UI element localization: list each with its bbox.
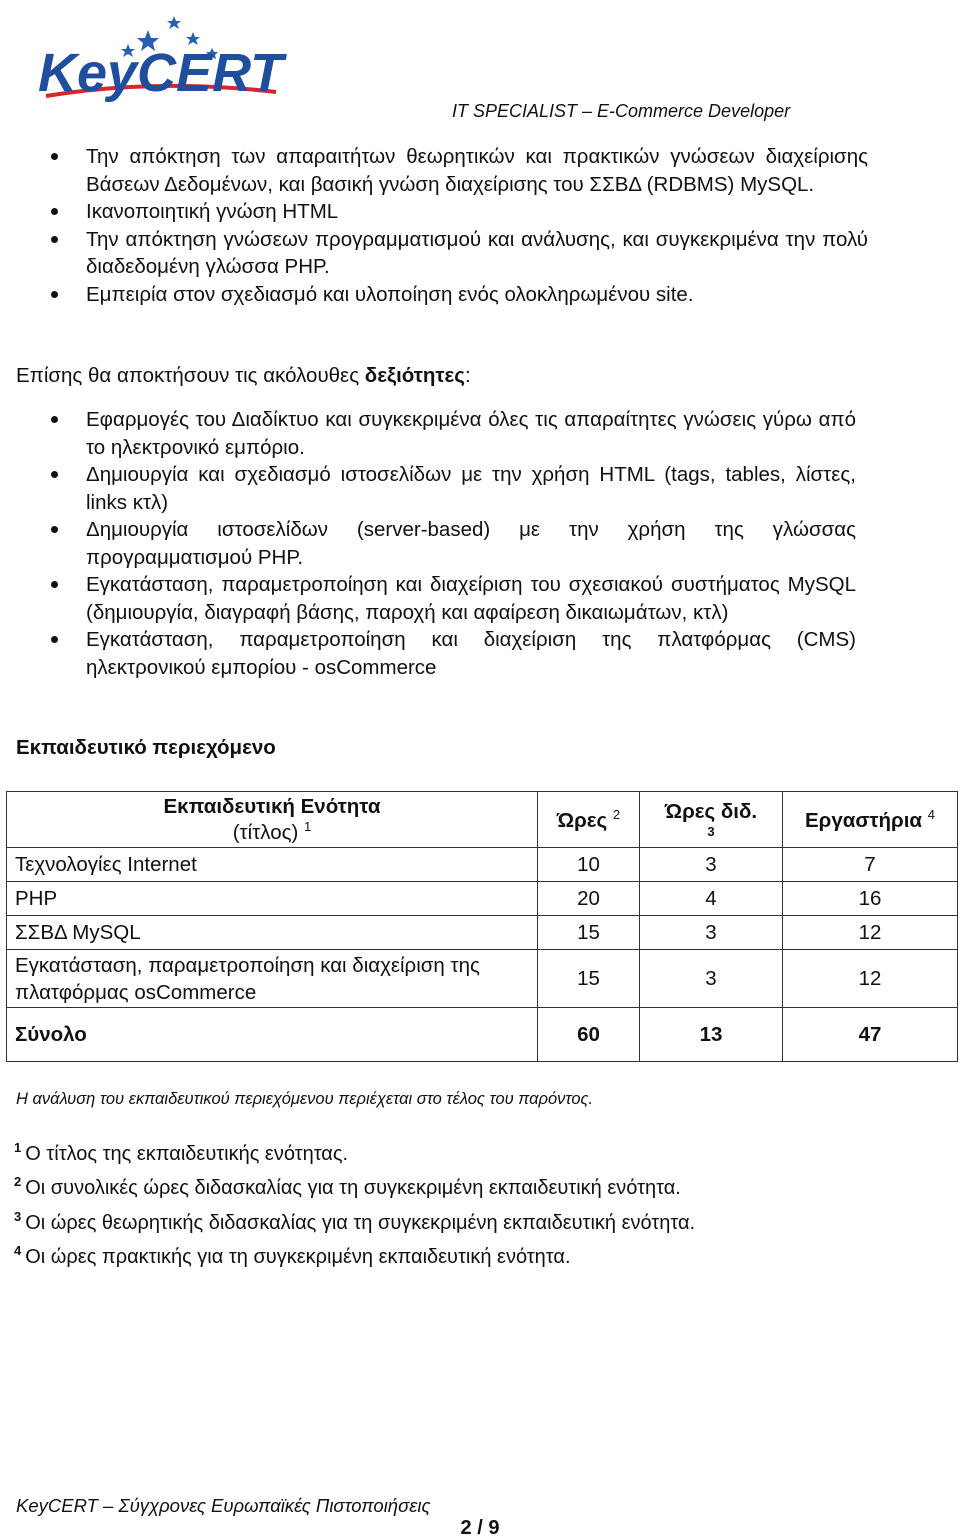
cell-teaching: 4	[640, 882, 783, 916]
cell-lab: 7	[783, 848, 958, 882]
footnotes	[14, 1134, 695, 1271]
footnote-number: 4	[14, 1242, 22, 1258]
footnote-text: Οι ώρες πρακτικής για τη συγκεκριμένη εκπαιδευτική ενότητα.	[25, 1245, 571, 1268]
footnote-number: 3	[14, 1208, 22, 1224]
table-row	[7, 848, 958, 882]
footnote-ref: 3	[707, 824, 715, 839]
header-unit-sub	[15, 819, 529, 845]
footnote-ref: 1	[304, 818, 312, 834]
footnote-item	[14, 1203, 695, 1237]
footnote-number: 2	[14, 1174, 22, 1190]
skills-intro-prefix: Επίσης θα αποκτήσουν τις ακόλουθες	[16, 364, 365, 387]
keycert-logo-graphic	[36, 8, 306, 108]
header-teaching	[640, 792, 783, 848]
units-table	[6, 791, 958, 1062]
objective-item: Ικανοποιητική γνώση HTML	[86, 198, 868, 226]
table-header-row	[7, 792, 958, 848]
total-label: Σύνολο	[7, 1008, 538, 1062]
footnote-item	[14, 1134, 695, 1168]
skill-item: Εφαρμογές του Διαδίκτυο και συγκεκριμένα όλες τις απαραίτητες γνώσεις γύρω από το ηλεκτρονικό εμπόριο.	[86, 406, 856, 461]
footnote-item	[14, 1237, 695, 1271]
keycert-logo	[36, 8, 306, 108]
objective-item: Την απόκτηση γνώσεων προγραμματισμού και ανάλυσης, και συγκεκριμένα την πολύ διαδεδομένη γλώσσα PHP.	[86, 226, 868, 281]
objective-item: Την απόκτηση των απαραιτήτων θεωρητικών και πρακτικών γνώσεων διαχείρισης Βάσεων Δεδομένων, και βασική γνώση διαχείρισης του ΣΣΒΔ (RDBMS) MySQL.	[86, 143, 868, 198]
logo-text: KeyCERT	[38, 43, 284, 103]
cell-teaching: 3	[640, 916, 783, 950]
cell-unit: Εγκατάσταση, παραμετροποίηση και διαχείριση της πλατφόρμας osCommerce	[7, 950, 538, 1008]
cell-lab: 12	[783, 916, 958, 950]
skills-intro	[16, 364, 471, 388]
header-unit	[7, 792, 538, 848]
header-unit-title: Εκπαιδευτική Ενότητα	[163, 794, 381, 818]
footer-text: KeyCERT – Σύγχρονες Ευρωπαϊκές Πιστοποιήσεις	[16, 1495, 431, 1516]
objectives-list	[86, 143, 868, 308]
table-row	[7, 882, 958, 916]
header-hours-text: Ώρες	[556, 808, 608, 832]
cell-lab: 12	[783, 950, 958, 1008]
skills-intro-bold: δεξιότητες	[364, 364, 465, 387]
skill-item: Δημιουργία ιστοσελίδων (server-based) με την χρήση της γλώσσας προγραμματισμού PHP.	[86, 516, 856, 571]
skill-item: Εγκατάσταση, παραμετροποίηση και διαχείριση του σχεσιακού συστήματος MySQL (δημιουργία, διαγραφή βάσης, παροχή και αφαίρεση δικαιωμάτων, κτλ)	[86, 571, 856, 626]
table-total-row	[7, 1008, 958, 1062]
skills-list	[86, 406, 856, 681]
footnote-text: Ο τίτλος της εκπαιδευτικής ενότητας.	[25, 1143, 349, 1165]
cell-hours: 15	[538, 950, 640, 1008]
cell-teaching: 3	[640, 848, 783, 882]
header-hours	[538, 792, 640, 848]
cell-lab: 16	[783, 882, 958, 916]
header-lab-text: Εργαστήρια	[805, 808, 923, 832]
footnote-text: Οι συνολικές ώρες διδασκαλίας για τη συγκεκριμένη εκπαιδευτική ενότητα.	[25, 1177, 681, 1200]
total-lab: 47	[783, 1008, 958, 1062]
header-subtitle: IT SPECIALIST – E-Commerce Developer	[452, 101, 791, 121]
skill-item: Εγκατάσταση, παραμετροποίηση και διαχείριση της πλατφόρμας (CMS) ηλεκτρονικού εμπορίου - osCommerce	[86, 626, 856, 681]
footnote-ref: 4	[927, 806, 935, 822]
content-note: Η ανάλυση του εκπαιδευτικού περιεχόμενου περιέχεται στο τέλος του παρόντος.	[16, 1090, 594, 1108]
footnote-item	[14, 1168, 695, 1202]
cell-teaching: 3	[640, 950, 783, 1008]
page-number: 2 / 9	[460, 1517, 500, 1539]
table-row	[7, 950, 958, 1008]
header-lab	[783, 792, 958, 848]
footnote-ref: 2	[612, 806, 621, 822]
footnote-number: 1	[14, 1140, 22, 1155]
cell-hours: 15	[538, 916, 640, 950]
total-hours: 60	[538, 1008, 640, 1062]
cell-unit: PHP	[7, 882, 538, 916]
cell-unit: Τεχνολογίες Internet	[7, 848, 538, 882]
objective-item: Εμπειρία στον σχεδιασμό και υλοποίηση ενός ολοκληρωμένου site.	[86, 281, 868, 309]
header-unit-sub-text: (τίτλος)	[232, 820, 299, 844]
cell-hours: 10	[538, 848, 640, 882]
header-teaching-text: Ώρες διδ.	[664, 800, 758, 823]
cell-unit: ΣΣΒΔ MySQL	[7, 916, 538, 950]
section-title: Εκπαιδευτικό περιεχόμενο	[16, 736, 276, 759]
skill-item: Δημιουργία και σχεδιασμό ιστοσελίδων με την χρήση HTML (tags, tables, λίστες, links κτλ)	[86, 461, 856, 516]
skills-intro-suffix: :	[464, 364, 471, 387]
total-teaching: 13	[640, 1008, 783, 1062]
table-row	[7, 916, 958, 950]
footnote-text: Οι ώρες θεωρητικής διδασκαλίας για τη συγκεκριμένη εκπαιδευτική ενότητα.	[25, 1211, 696, 1234]
cell-hours: 20	[538, 882, 640, 916]
